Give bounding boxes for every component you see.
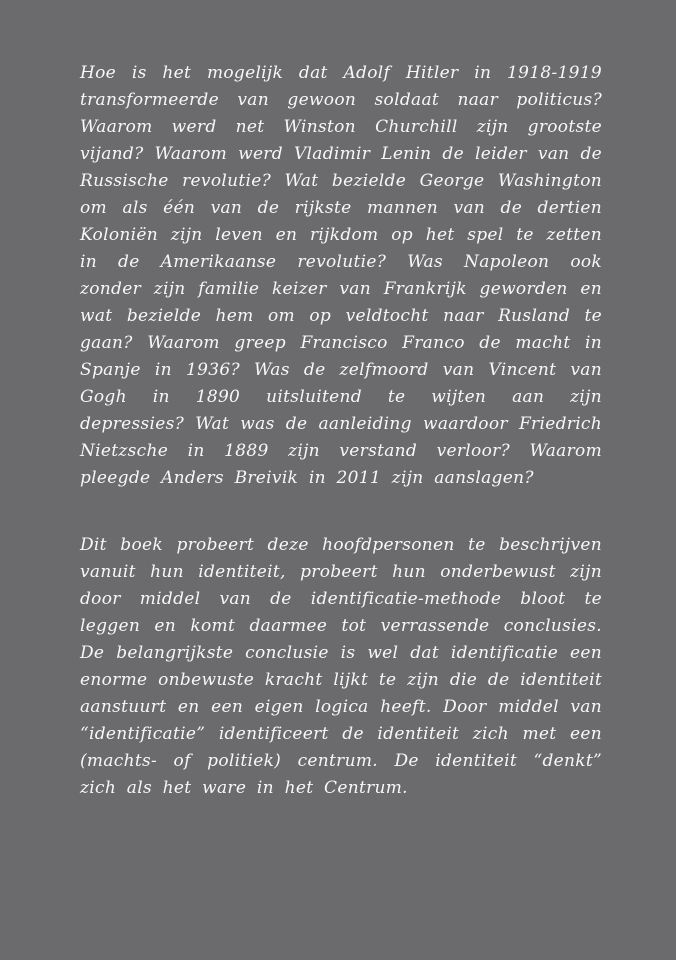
- book-summary-paragraph: Dit boek probeert deze hoofdpersonen te beschrijven vanuit hun identiteit, probeert hun onderbewust zijn door middel van de identificatie-methode bloot te leggen en komt daarmee tot verrassende conclusies. De belangrijkste conclusie is wel dat identificatie een enorme onbewuste kracht lijkt te zijn die de identiteit aanstuurt en een eigen logica heeft. Door middel van “identificatie” identificeert de identiteit zich met een (machts- of politiek) centrum. De identiteit “denkt” zich als het ware in het Centrum.: [80, 535, 602, 798]
- intro-questions-paragraph: Hoe is het mogelijk dat Adolf Hitler in 1918-1919 transformeerde van gewoon soldaat naar politicus? Waarom werd net Winston Churchill zijn grootste vijand? Waarom werd Vladimir Lenin de leider van de Russische revolutie? Wat bezielde George Washington om als één van de rijkste mannen van de dertien Koloniën zijn leven en rijkdom op het spel te zetten in de Amerikaanse revolutie? Was Napoleon ook zonder zijn familie keizer van Frankrijk geworden en wat bezielde hem om op veldtocht naar Rusland te gaan? Waarom greep Francisco Franco de macht in Spanje in 1936? Was de zelfmoord van Vincent van Gogh in 1890 uitsluitend te wijten aan zijn depressies? Wat was de aanleiding waardoor Friedrich Nietzsche in 1889 zijn verstand verloor? Waarom pleegde Anders Breivik in 2011 zijn aanslagen?: [80, 63, 602, 488]
